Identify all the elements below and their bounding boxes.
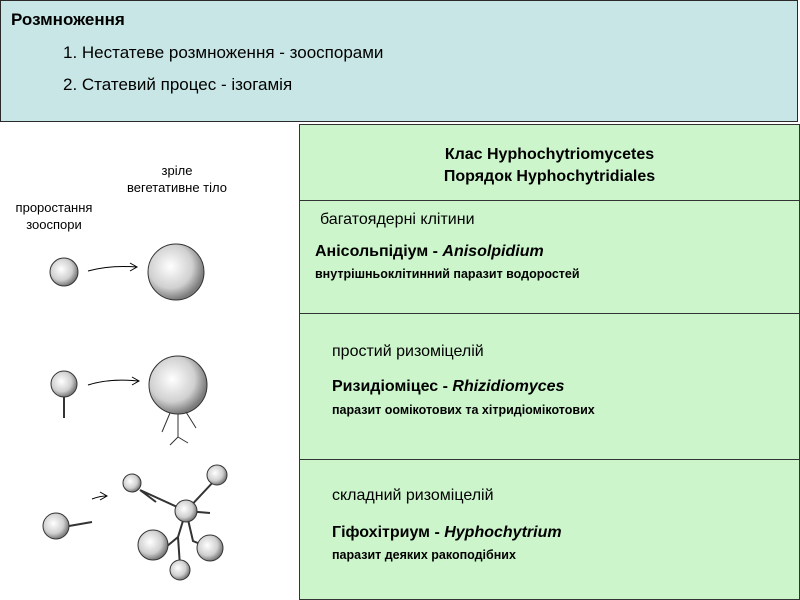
section-subtitle: простий ризоміцелій: [332, 343, 484, 360]
mature-cell-with-rhizoids: [149, 356, 207, 414]
genus-description: паразит оомікотових та хітридіомікотових: [332, 403, 595, 417]
mature-cell: [148, 244, 204, 300]
mature-label-line2: вегетативне тіло: [127, 180, 227, 195]
rhizoids: [162, 412, 196, 445]
class-name: Клас Hyphochytriomycetes: [444, 146, 655, 163]
section-rhizidiomyces: [299, 313, 800, 460]
germination-label-line1: проростання: [15, 200, 93, 215]
reproduction-header: [0, 0, 798, 122]
branch-cell: [197, 535, 223, 561]
header-title: Розмноження: [11, 10, 125, 29]
germ-tube-2: [69, 522, 92, 526]
zoospore-with-germ-tube: [43, 513, 69, 539]
germination-label: [4, 199, 104, 233]
branch-cell: [138, 530, 168, 560]
branch-cell: [207, 465, 227, 485]
germination-label-line2: зооспори: [26, 217, 82, 232]
genus-name: Анісольпідіум - Anisolpidium: [315, 243, 544, 260]
genus-name: Ризидіоміцес - Rhizidiomyces: [332, 378, 565, 395]
asexual-reproduction-item: 1. Нестатеве розмноження - зооспорами: [63, 43, 384, 62]
arrow-row1: [88, 267, 136, 272]
genus-description: внутрішньоклітинний паразит водоростей: [315, 267, 580, 281]
section-subtitle: складний ризоміцелій: [332, 487, 494, 504]
classification-panel: [299, 124, 800, 201]
section-hyphochytrium: [299, 459, 800, 600]
mature-body-label: [112, 162, 242, 196]
branch-cell: [170, 560, 190, 580]
genus-description: паразит деяких ракоподібних: [332, 548, 516, 562]
germinating-zoospore-cell: [51, 371, 77, 397]
sexual-process-item: 2. Статевий процес - ізогамія: [63, 75, 293, 94]
zoospore-cell: [50, 258, 78, 286]
life-cycle-drawing: [0, 240, 295, 600]
section-subtitle: багатоядерні клітини: [320, 211, 475, 228]
mature-label-line1: зріле: [161, 163, 193, 178]
branch-cell: [175, 500, 197, 522]
branch-cell: [123, 474, 141, 492]
genus-name: Гіфохітриум - Hyphochytrium: [332, 524, 562, 541]
arrow-row2: [88, 380, 138, 385]
order-name: Порядок Hyphochytridiales: [443, 168, 656, 185]
section-anisolpidium: [299, 200, 800, 314]
